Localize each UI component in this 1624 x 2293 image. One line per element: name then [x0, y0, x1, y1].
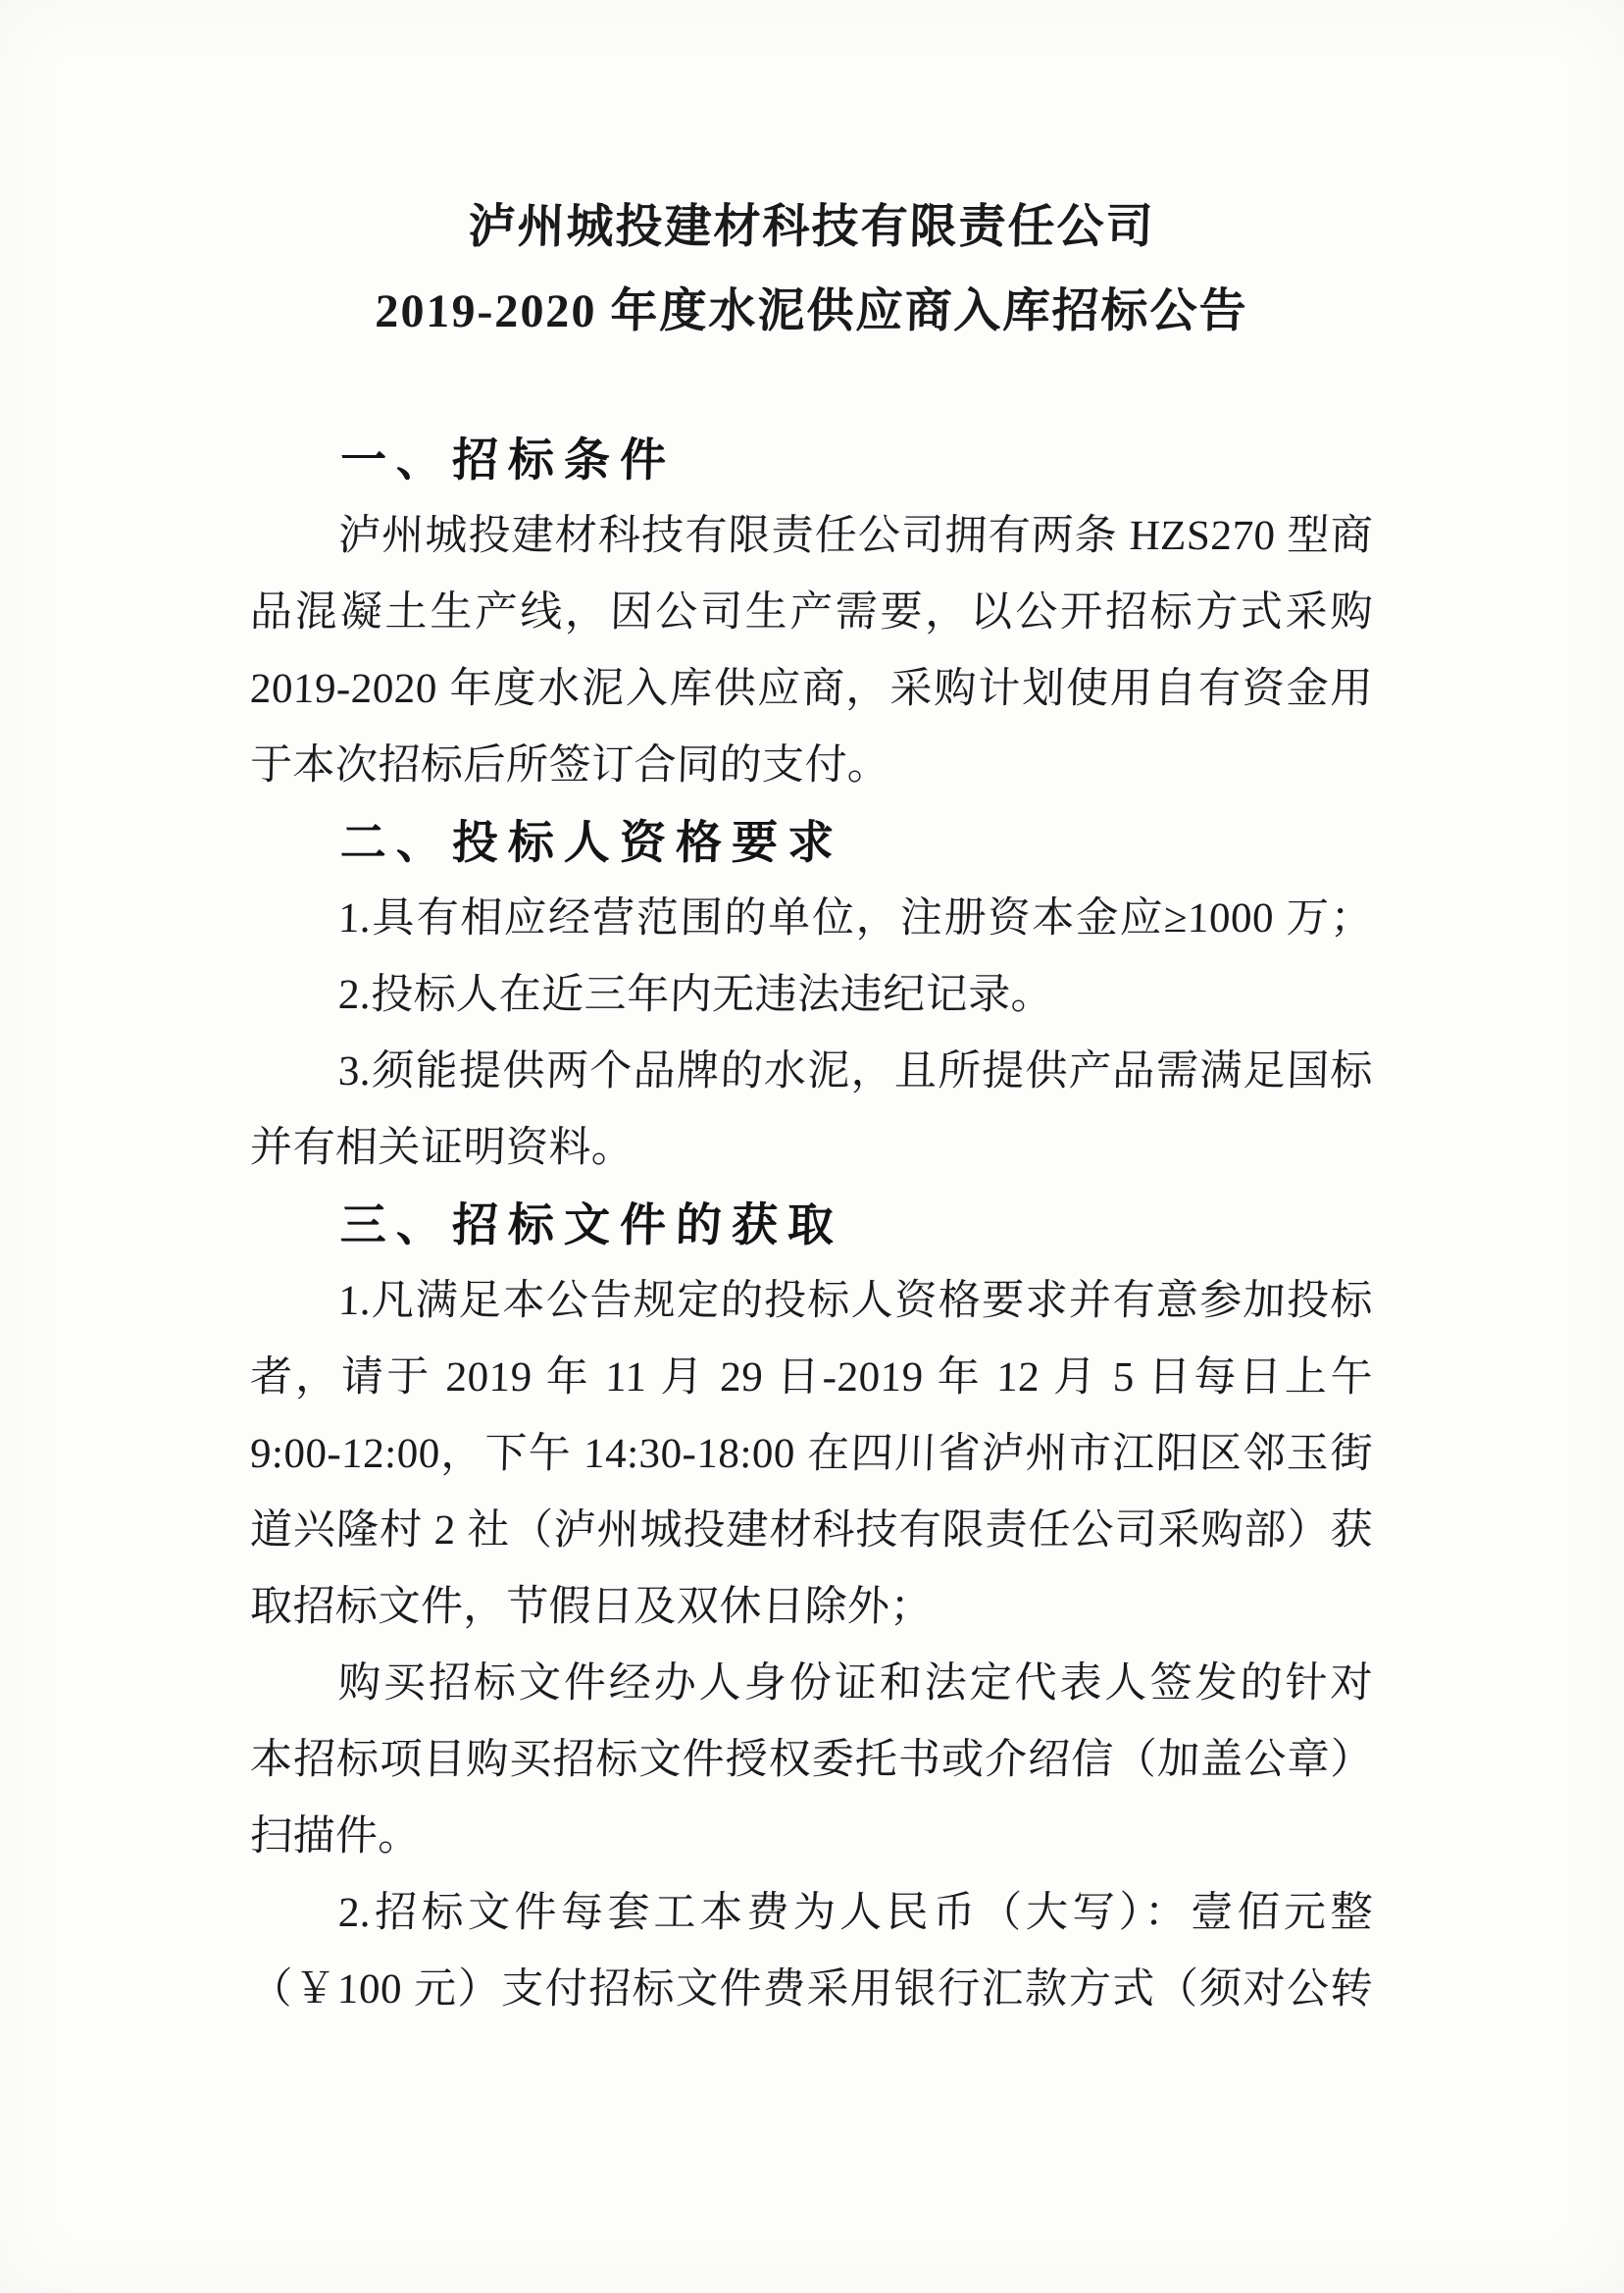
paragraph-line: 道兴隆村 2 社（泸州城投建材科技有限责任公司采购部）获 — [249, 1507, 1374, 1554]
paragraph-line: 1.凡满足本公告规定的投标人资格要求并有意参加投标 — [337, 1278, 1374, 1324]
paragraph-line: 者，请于 2019 年 11 月 29 日-2019 年 12 月 5 日每日上午 — [249, 1354, 1374, 1401]
paragraph-line: 本招标项目购买招标文件授权委托书或介绍信（加盖公章） — [249, 1737, 1374, 1783]
section-heading-1: 一、招标条件 — [339, 433, 677, 485]
paragraph-line: 购买招标文件经办人身份证和法定代表人签发的针对 — [337, 1660, 1374, 1707]
paragraph-line: （￥100 元）支付招标文件费采用银行汇款方式（须对公转 — [249, 1966, 1374, 2013]
paragraph-line: 2.招标文件每套工本费为人民币（大写）：壹佰元整 — [337, 1890, 1374, 1936]
paragraph-line: 品混凝土生产线，因公司生产需要，以公开招标方式采购 — [249, 589, 1374, 636]
paragraph-line: 2.投标人在近三年内无违法违纪记录。 — [337, 972, 1054, 1018]
paragraph-line: 并有相关证明资料。 — [249, 1125, 635, 1171]
paragraph-line: 取招标文件，节假日及双休日除外； — [249, 1584, 934, 1630]
paragraph-line: 泸州城投建材科技有限责任公司拥有两条 HZS270 型商 — [337, 513, 1374, 559]
section-heading-2: 二、投标人资格要求 — [339, 816, 844, 868]
paragraph-line: 扫描件。 — [249, 1813, 422, 1860]
paragraph-line: 于本次招标后所签订合同的支付。 — [249, 742, 891, 789]
paragraph-line: 9:00-12:00，下午 14:30-18:00 在四川省泸州市江阳区邻玉街 — [249, 1431, 1374, 1477]
document-title-line-1: 泸州城投建材科技有限责任公司 — [467, 201, 1156, 253]
paragraph-line: 3.须能提供两个品牌的水泥，且所提供产品需满足国标 — [337, 1048, 1374, 1095]
document-title-line-2: 2019-2020 年度水泥供应商入库招标公告 — [374, 285, 1249, 337]
paragraph-line: 1.具有相应经营范围的单位，注册资本金应≥1000 万； — [337, 895, 1374, 942]
section-heading-3: 三、招标文件的获取 — [339, 1198, 844, 1250]
paragraph-line: 2019-2020 年度水泥入库供应商，采购计划使用自有资金用 — [249, 666, 1374, 712]
